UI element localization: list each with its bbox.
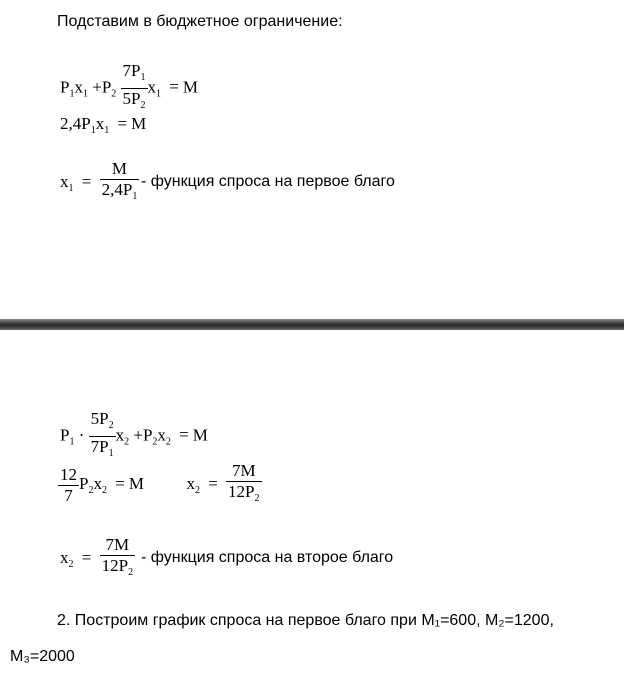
numerator: 7M [226,462,261,482]
symbol: x [93,473,102,493]
fraction [89,410,116,463]
denominator: 12P [228,482,255,501]
operator: + [92,77,102,97]
operator: = [115,473,125,493]
denominator: 12P [101,556,129,575]
task-line-2: M₃=2000 [10,648,75,665]
demand-function-2 [60,536,135,582]
symbol: x [115,425,125,445]
demand-function-1 [60,160,139,206]
fraction [121,62,148,115]
subscript: 2 [88,484,94,496]
subscript: 1 [90,125,96,136]
subscript: 2 [165,436,171,448]
subscript: 1 [69,436,75,448]
subscript: 2 [111,88,117,100]
symbol: x [95,114,105,133]
subscript: 1 [68,182,74,194]
symbol: M [128,473,144,493]
fraction [100,160,140,206]
symbol: P [101,77,112,97]
denominator: 7 [64,485,73,505]
fraction [58,466,79,505]
subscript: 2 [124,436,130,448]
operator: + [133,425,143,445]
symbol: P [60,77,70,97]
denominator: 5P [122,89,141,108]
subscript: 1 [132,191,138,202]
subscript: 1 [156,88,161,100]
operator: · [78,425,85,445]
demand-label-1: - функция спроса на первое благо [141,173,395,190]
symbol: M [182,77,198,97]
coefficient: 2,4P [60,114,91,133]
numerator: 7P [122,61,141,80]
subscript: 2 [101,484,107,496]
symbol: x [74,77,83,97]
operator: = [169,77,179,97]
symbol: P [142,425,153,445]
numerator: 12 [60,464,77,484]
fraction [100,536,135,582]
subscript: 2 [194,484,200,496]
symbol: x [60,171,69,191]
page-divider [0,319,624,330]
symbol: P [79,473,89,493]
operator: = [81,171,92,191]
denominator: 7P [90,437,109,456]
subscript: 2 [140,100,146,111]
subscript: 2 [68,558,74,570]
denominator: 2,4P [101,180,133,199]
budget-equation-1 [60,62,198,115]
budget-equation-4 [58,462,262,508]
subscript: 1 [140,72,146,83]
symbol: x [60,547,69,567]
symbol: x [157,425,166,445]
symbol: M [192,425,208,445]
section-heading: Подставим в бюджетное ограничение: [57,13,343,30]
numerator: M [100,160,140,180]
subscript: 2 [128,567,134,578]
subscript: 2 [108,420,114,431]
subscript: 2 [152,436,158,448]
operator: = [117,114,128,133]
symbol: x [147,77,156,97]
subscript: 2 [254,493,260,504]
numerator: 5P [90,409,109,428]
subscript: 1 [82,88,88,100]
budget-equation-3 [60,410,208,463]
numerator: 7M [100,536,135,556]
operator: = [208,473,218,493]
subscript: 1 [108,448,114,459]
task-line-1: 2. Построим график спроса на первое благо при M₁=600, M₂=1200, [57,612,554,629]
operator: = [179,425,189,445]
subscript: 1 [69,88,75,100]
subscript: 1 [104,125,110,136]
budget-equation-2 [60,114,146,136]
symbol: x [186,473,195,493]
demand-label-2: - функция спроса на второе благо [141,549,394,566]
symbol: M [131,114,147,133]
symbol: P [60,425,70,445]
fraction [226,462,261,508]
operator: = [81,547,92,567]
